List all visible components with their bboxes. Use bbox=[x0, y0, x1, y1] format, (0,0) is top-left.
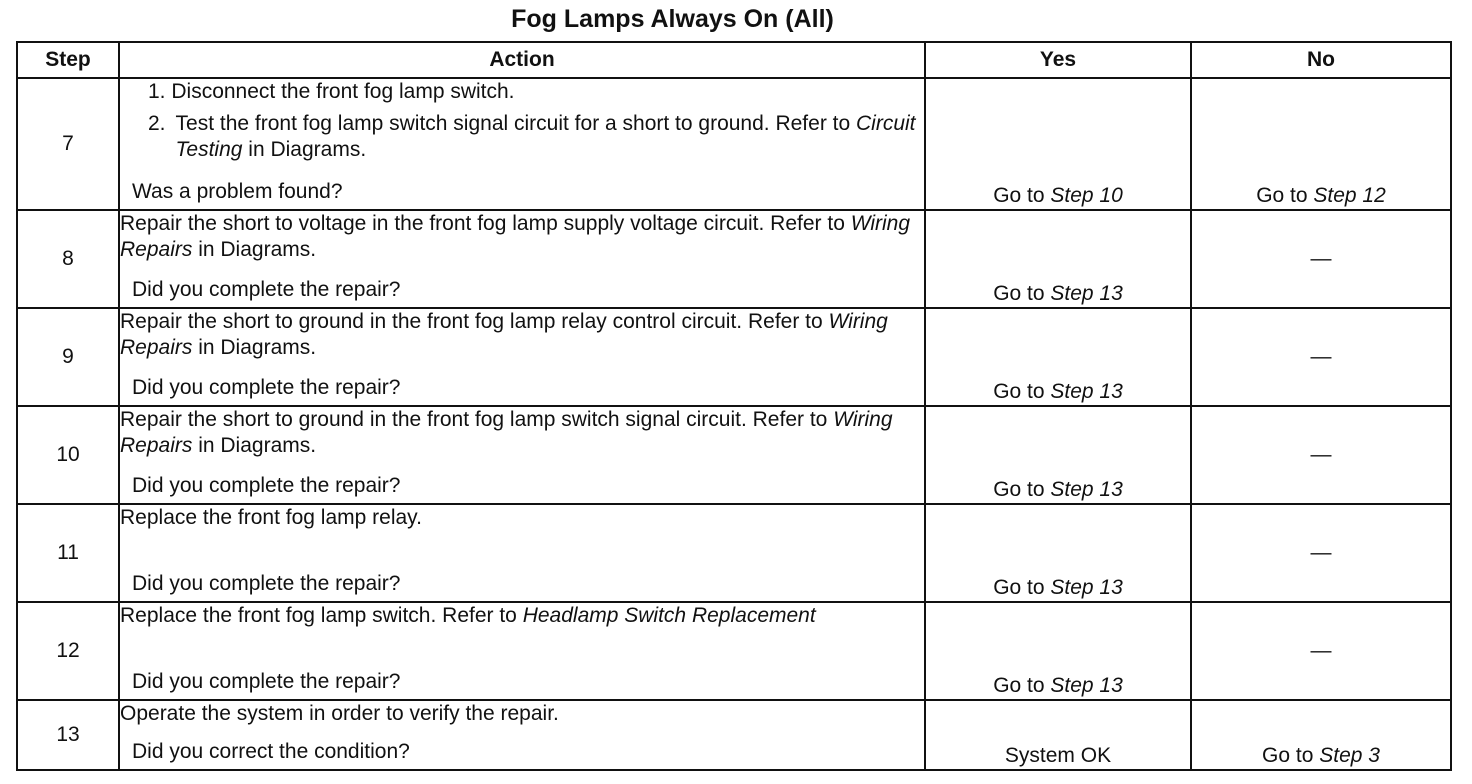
step-reference: Step 13 bbox=[1050, 576, 1123, 599]
table-row bbox=[17, 78, 1451, 210]
step-reference: Step 13 bbox=[1050, 478, 1123, 501]
step-number: 7 bbox=[17, 78, 119, 210]
list-number: 1. bbox=[148, 80, 166, 103]
step-number: 9 bbox=[17, 308, 119, 406]
header-no: No bbox=[1191, 42, 1451, 78]
yes-cell: Go to Step 13 bbox=[925, 602, 1191, 700]
header-action: Action bbox=[119, 42, 925, 78]
table-row bbox=[17, 308, 1451, 406]
action-text: Repair the short to voltage in the front fog lamp supply voltage circuit. Refer to Wiring Repairs in Diagrams. bbox=[120, 212, 911, 261]
list-text: Test the front fog lamp switch signal circuit for a short to ground. Refer to Circuit Testing in Diagrams. bbox=[175, 112, 916, 161]
no-cell: Go to Step 12 bbox=[1191, 78, 1451, 210]
yes-cell: Go to Step 13 bbox=[925, 504, 1191, 602]
yes-cell: Go to Step 13 bbox=[925, 406, 1191, 504]
action-text: Repair the short to ground in the front fog lamp switch signal circuit. Refer to Wiring Repairs in Diagrams. bbox=[120, 408, 893, 457]
header-row bbox=[17, 42, 1451, 78]
table-row bbox=[17, 406, 1451, 504]
diagnostic-table bbox=[16, 41, 1452, 771]
yes-cell: System OK bbox=[925, 700, 1191, 770]
step-number: 8 bbox=[17, 210, 119, 308]
step-number: 13 bbox=[17, 700, 119, 770]
header-yes: Yes bbox=[925, 42, 1191, 78]
no-cell: — bbox=[1191, 406, 1451, 504]
no-cell: — bbox=[1191, 308, 1451, 406]
no-cell: — bbox=[1191, 210, 1451, 308]
no-cell: Go to Step 3 bbox=[1191, 700, 1451, 770]
list-item bbox=[142, 111, 924, 163]
action-text: Repair the short to ground in the front fog lamp relay control circuit. Refer to Wiring Repairs in Diagrams. bbox=[120, 310, 888, 359]
table-row bbox=[17, 210, 1451, 308]
list-number: 2. bbox=[148, 112, 166, 135]
action-cell bbox=[119, 406, 925, 504]
question-text: Did you complete the repair? bbox=[132, 670, 401, 693]
step-number: 10 bbox=[17, 406, 119, 504]
no-cell: — bbox=[1191, 504, 1451, 602]
step-reference: Step 13 bbox=[1050, 674, 1123, 697]
table-row bbox=[17, 700, 1451, 770]
reference-link: Headlamp Switch Replacement bbox=[522, 604, 816, 627]
reference-link: Wiring Repairs bbox=[120, 408, 893, 457]
reference-link: Wiring Repairs bbox=[120, 310, 888, 359]
action-cell bbox=[119, 78, 925, 210]
step-reference: Step 3 bbox=[1319, 744, 1380, 767]
table-row bbox=[17, 504, 1451, 602]
reference-link: Wiring Repairs bbox=[120, 212, 911, 261]
action-cell bbox=[119, 210, 925, 308]
step-number: 12 bbox=[17, 602, 119, 700]
table-row bbox=[17, 602, 1451, 700]
question-text: Did you complete the repair? bbox=[132, 278, 401, 301]
step-number: 11 bbox=[17, 504, 119, 602]
question-text: Did you complete the repair? bbox=[132, 572, 401, 595]
step-reference: Step 12 bbox=[1313, 184, 1386, 207]
no-cell: — bbox=[1191, 602, 1451, 700]
yes-cell: Go to Step 13 bbox=[925, 210, 1191, 308]
page-title: Fog Lamps Always On (All) bbox=[511, 5, 834, 33]
list-item bbox=[142, 79, 924, 105]
action-cell bbox=[119, 602, 925, 700]
question-text: Did you complete the repair? bbox=[132, 474, 401, 497]
step-reference: Step 10 bbox=[1050, 184, 1123, 207]
reference-link: Circuit Testing bbox=[175, 112, 916, 161]
action-cell bbox=[119, 308, 925, 406]
step-reference: Step 13 bbox=[1050, 380, 1123, 403]
step-reference: Step 13 bbox=[1050, 282, 1123, 305]
yes-cell: Go to Step 10 bbox=[925, 78, 1191, 210]
action-cell bbox=[119, 504, 925, 602]
question-text: Did you correct the condition? bbox=[132, 740, 410, 763]
list-text: Disconnect the front fog lamp switch. bbox=[171, 80, 515, 103]
question-text: Was a problem found? bbox=[132, 180, 343, 203]
yes-cell: Go to Step 13 bbox=[925, 308, 1191, 406]
action-text: Replace the front fog lamp relay. bbox=[120, 506, 422, 529]
question-text: Did you complete the repair? bbox=[132, 376, 401, 399]
action-cell bbox=[119, 700, 925, 770]
action-text: Operate the system in order to verify the repair. bbox=[120, 702, 559, 725]
action-list bbox=[120, 79, 924, 163]
action-text: Replace the front fog lamp switch. Refer to Headlamp Switch Replacement bbox=[120, 604, 816, 627]
header-step: Step bbox=[17, 42, 119, 78]
